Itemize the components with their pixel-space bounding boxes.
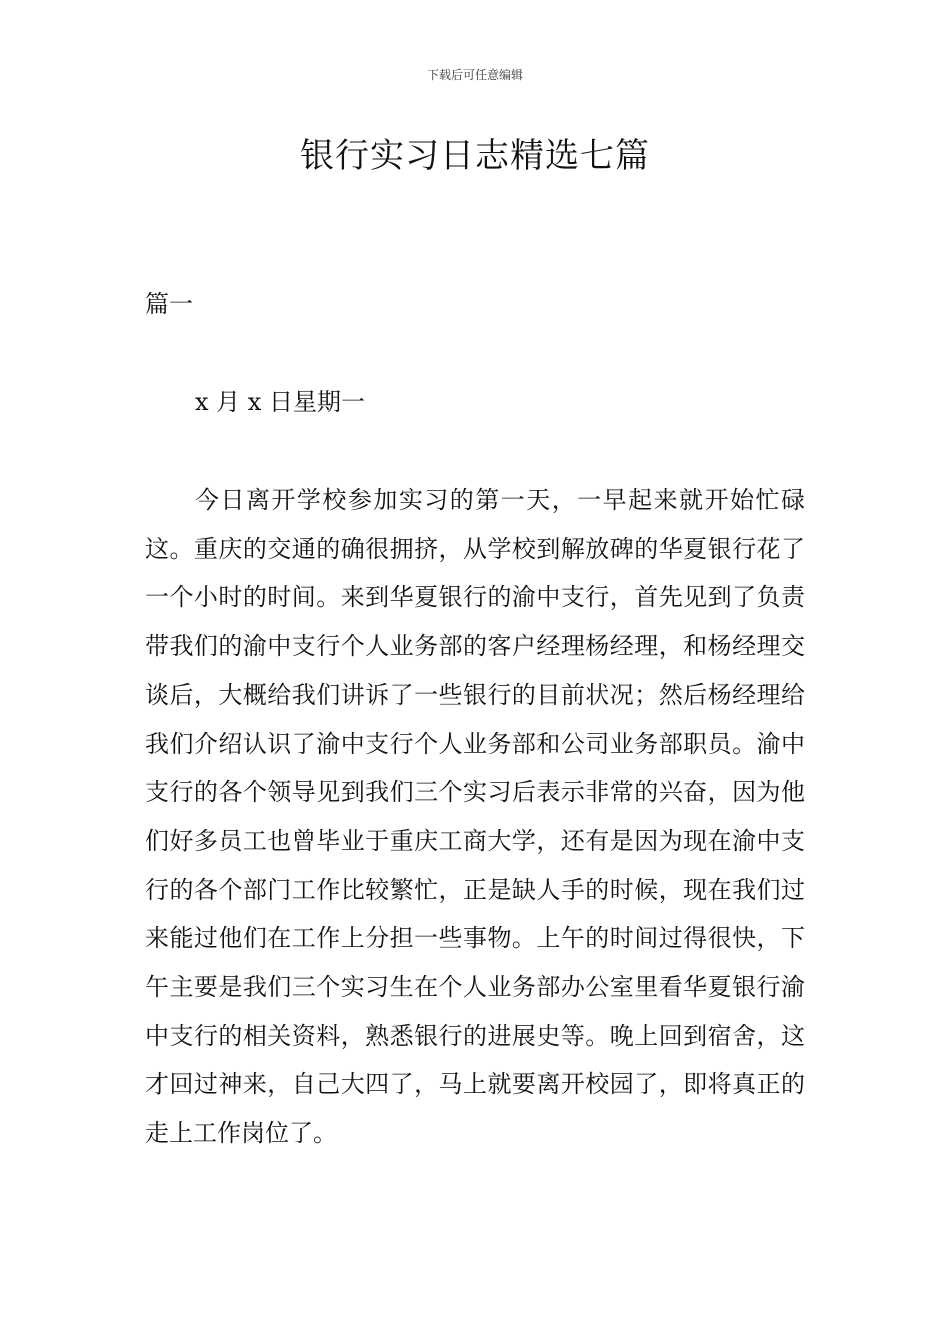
document-title: 银行实习日志精选七篇 bbox=[300, 136, 650, 176]
section-heading: 篇一 bbox=[145, 290, 193, 318]
body-paragraph: 今日离开学校参加实习的第一天，一早起来就开始忙碌这。重庆的交通的确很拥挤，从学校到解放碑的华夏银行花了一个小时的时间。来到华夏银行的渝中支行，首先见到了负责带我们的渝中支行个人业务部的客户经理杨经理，和杨经理交谈后，大概给我们讲诉了一些银行的目前状况；然后杨经理给我们介绍认识了渝中支行个人业务部和公司业务部职员。渝中支行的各个领导见到我们三个实习后表示非常的兴奋，因为他们好多员工也曾毕业于重庆工商大学，还有是因为现在渝中支行的各个部门工作比较繁忙，正是缺人手的时候，现在我们过来能过他们在工作上分担一些事物。上午的时间过得很快，下午主要是我们三个实习生在个人业务部办公室里看华夏银行渝中支行的相关资料，熟悉银行的进展史等。晚上回到宿舍，这才回过神来，自己大四了，马上就要离开校园了，即将真正的走上工作岗位了。 bbox=[145, 486, 805, 1148]
date-line: x 月 x 日星期一 bbox=[195, 388, 365, 416]
header-note: 下载后可任意编辑 bbox=[426, 68, 523, 82]
